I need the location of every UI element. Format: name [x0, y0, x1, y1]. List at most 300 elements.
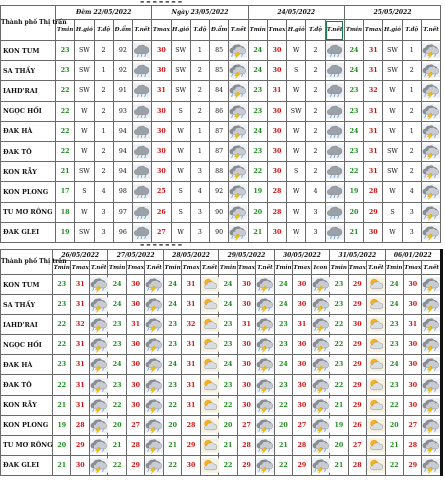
- cell-value[interactable]: 97: [113, 202, 132, 222]
- cell-value[interactable]: 20: [385, 415, 403, 435]
- weather-sun-icon[interactable]: [367, 335, 385, 355]
- cell-value[interactable]: SW: [383, 61, 402, 81]
- cell-value[interactable]: 30: [293, 275, 311, 295]
- cell-value[interactable]: 29: [348, 335, 366, 355]
- cell-value[interactable]: 31: [152, 81, 171, 101]
- city-name[interactable]: ĐAK GLEI: [1, 222, 56, 242]
- cell-value[interactable]: 19: [56, 222, 75, 242]
- city-name[interactable]: SA THẦY: [1, 295, 53, 315]
- weather-storm-icon[interactable]: [421, 81, 440, 101]
- cell-value[interactable]: 98: [113, 182, 132, 202]
- weather-storm-icon[interactable]: [421, 222, 440, 242]
- city-name[interactable]: TU MƠ RÔNG: [1, 202, 56, 222]
- cell-value[interactable]: 24: [385, 275, 403, 295]
- city-name[interactable]: KON PLONG: [1, 415, 53, 435]
- cell-value[interactable]: 24: [274, 355, 292, 375]
- weather-storm-icon[interactable]: [311, 395, 329, 415]
- weather-storm-icon[interactable]: [256, 355, 274, 375]
- cell-value[interactable]: W: [75, 101, 94, 121]
- cell-value[interactable]: 92: [113, 41, 132, 61]
- cell-value[interactable]: 2: [402, 162, 421, 182]
- cell-value[interactable]: 2: [190, 81, 209, 101]
- weather-storm-icon[interactable]: [229, 101, 248, 121]
- weather-sun-icon[interactable]: [200, 275, 218, 295]
- cell-value[interactable]: 23: [163, 335, 181, 355]
- weather-storm-icon[interactable]: [421, 162, 440, 182]
- cell-value[interactable]: 23: [385, 315, 403, 335]
- cell-value[interactable]: 22: [108, 395, 126, 415]
- cell-value[interactable]: 24: [108, 295, 126, 315]
- cell-value[interactable]: 3: [402, 202, 421, 222]
- cell-value[interactable]: 23: [56, 61, 75, 81]
- cell-value[interactable]: SW: [171, 61, 190, 81]
- cell-value[interactable]: 29: [348, 375, 366, 395]
- cell-value[interactable]: 22: [53, 335, 71, 355]
- cell-value[interactable]: 29: [182, 435, 200, 455]
- cell-value[interactable]: 4: [190, 182, 209, 202]
- weather-storm-icon[interactable]: [311, 275, 329, 295]
- cell-value[interactable]: 22: [274, 455, 292, 475]
- weather-storm-icon[interactable]: [229, 162, 248, 182]
- cell-value[interactable]: 30: [126, 275, 144, 295]
- weather-rain-icon[interactable]: [325, 141, 344, 161]
- cell-value[interactable]: 19: [330, 415, 348, 435]
- cell-value[interactable]: W: [383, 222, 402, 242]
- cell-value[interactable]: 32: [364, 81, 383, 101]
- city-name[interactable]: KON TUM: [1, 41, 56, 61]
- cell-value[interactable]: 19: [344, 182, 363, 202]
- cell-value[interactable]: 23: [163, 315, 181, 335]
- cell-value[interactable]: 2: [306, 101, 325, 121]
- cell-value[interactable]: 30: [152, 61, 171, 81]
- weather-storm-icon[interactable]: [422, 375, 440, 395]
- cell-value[interactable]: 30: [237, 355, 255, 375]
- cell-value[interactable]: 30: [237, 375, 255, 395]
- cell-value[interactable]: 22: [219, 395, 237, 415]
- cell-value[interactable]: 29: [348, 275, 366, 295]
- cell-value[interactable]: 2: [94, 81, 113, 101]
- cell-value[interactable]: W: [75, 121, 94, 141]
- cell-value[interactable]: W: [171, 121, 190, 141]
- cell-value[interactable]: 24: [163, 355, 181, 375]
- weather-storm-icon[interactable]: [256, 435, 274, 455]
- weather-rain-icon[interactable]: [133, 81, 152, 101]
- cell-value[interactable]: 22: [163, 395, 181, 415]
- cell-value[interactable]: 24: [274, 295, 292, 315]
- weather-rain-icon[interactable]: [325, 182, 344, 202]
- weather-storm-icon[interactable]: [421, 61, 440, 81]
- cell-value[interactable]: 85: [210, 61, 229, 81]
- weather-storm-icon[interactable]: [311, 295, 329, 315]
- cell-value[interactable]: 24: [248, 41, 267, 61]
- cell-value[interactable]: 23: [56, 41, 75, 61]
- cell-value[interactable]: 31: [182, 355, 200, 375]
- cell-value[interactable]: 27: [237, 415, 255, 435]
- cell-value[interactable]: 23: [344, 101, 363, 121]
- weather-rain-icon[interactable]: [325, 202, 344, 222]
- cell-value[interactable]: 3: [190, 222, 209, 242]
- cell-value[interactable]: 30: [152, 141, 171, 161]
- weather-storm-icon[interactable]: [89, 275, 107, 295]
- weather-storm-icon[interactable]: [89, 335, 107, 355]
- weather-storm-icon[interactable]: [422, 335, 440, 355]
- weather-storm-icon[interactable]: [145, 355, 163, 375]
- cell-value[interactable]: 28: [71, 415, 89, 435]
- cell-value[interactable]: 2: [306, 61, 325, 81]
- cell-value[interactable]: 21: [56, 162, 75, 182]
- cell-value[interactable]: 2: [402, 101, 421, 121]
- cell-value[interactable]: 28: [126, 435, 144, 455]
- cell-value[interactable]: 2: [190, 101, 209, 121]
- cell-value[interactable]: S: [171, 202, 190, 222]
- weather-storm-icon[interactable]: [229, 61, 248, 81]
- cell-value[interactable]: 30: [348, 315, 366, 335]
- city-name[interactable]: NGỌC HỒI: [1, 335, 53, 355]
- weather-sun-icon[interactable]: [200, 435, 218, 455]
- weather-rain-icon[interactable]: [325, 162, 344, 182]
- cell-value[interactable]: 22: [330, 375, 348, 395]
- weather-rain-icon[interactable]: [133, 222, 152, 242]
- weather-storm-icon[interactable]: [421, 101, 440, 121]
- cell-value[interactable]: W: [171, 222, 190, 242]
- cell-value[interactable]: 96: [113, 222, 132, 242]
- cell-value[interactable]: 2: [190, 61, 209, 81]
- cell-value[interactable]: 23: [219, 375, 237, 395]
- cell-value[interactable]: 31: [71, 295, 89, 315]
- cell-value[interactable]: 26: [348, 415, 366, 435]
- cell-value[interactable]: 21: [344, 222, 363, 242]
- weather-storm-icon[interactable]: [145, 295, 163, 315]
- cell-value[interactable]: 1: [190, 121, 209, 141]
- cell-value[interactable]: 24: [344, 41, 363, 61]
- cell-value[interactable]: 30: [293, 395, 311, 415]
- cell-value[interactable]: 29: [293, 455, 311, 475]
- cell-value[interactable]: 92: [210, 182, 229, 202]
- cell-value[interactable]: 2: [306, 141, 325, 161]
- cell-value[interactable]: 3: [94, 222, 113, 242]
- cell-value[interactable]: 2: [94, 101, 113, 121]
- weather-storm-icon[interactable]: [422, 355, 440, 375]
- cell-value[interactable]: S: [287, 162, 306, 182]
- cell-value[interactable]: 31: [182, 295, 200, 315]
- cell-value[interactable]: 31: [364, 101, 383, 121]
- cell-value[interactable]: 31: [267, 81, 286, 101]
- cell-value[interactable]: 20: [219, 415, 237, 435]
- cell-value[interactable]: 31: [293, 315, 311, 335]
- cell-value[interactable]: 30: [237, 275, 255, 295]
- cell-value[interactable]: 2: [306, 41, 325, 61]
- cell-value[interactable]: 3: [306, 222, 325, 242]
- cell-value[interactable]: W: [383, 182, 402, 202]
- cell-value[interactable]: 30: [267, 101, 286, 121]
- cell-value[interactable]: 24: [248, 121, 267, 141]
- cell-value[interactable]: 30: [152, 121, 171, 141]
- cell-value[interactable]: S: [287, 61, 306, 81]
- weather-rain-icon[interactable]: [325, 121, 344, 141]
- cell-value[interactable]: SW: [171, 81, 190, 101]
- cell-value[interactable]: 21: [248, 222, 267, 242]
- weather-storm-icon[interactable]: [422, 295, 440, 315]
- cell-value[interactable]: 87: [210, 141, 229, 161]
- cell-value[interactable]: W: [75, 202, 94, 222]
- cell-value[interactable]: SW: [75, 61, 94, 81]
- city-name[interactable]: KON RẪY: [1, 395, 53, 415]
- cell-value[interactable]: 23: [108, 335, 126, 355]
- weather-storm-icon[interactable]: [421, 121, 440, 141]
- weather-storm-icon[interactable]: [422, 315, 440, 335]
- weather-storm-icon[interactable]: [89, 375, 107, 395]
- weather-storm-icon[interactable]: [145, 395, 163, 415]
- weather-sun-icon[interactable]: [367, 395, 385, 415]
- cell-value[interactable]: W: [171, 141, 190, 161]
- cell-value[interactable]: 23: [274, 335, 292, 355]
- cell-value[interactable]: 30: [267, 61, 286, 81]
- weather-storm-icon[interactable]: [89, 355, 107, 375]
- weather-sun-icon[interactable]: [367, 275, 385, 295]
- cell-value[interactable]: 27: [348, 435, 366, 455]
- cell-value[interactable]: 28: [404, 435, 422, 455]
- cell-value[interactable]: 2: [94, 41, 113, 61]
- city-name[interactable]: KON PLONG: [1, 182, 56, 202]
- cell-value[interactable]: 30: [182, 455, 200, 475]
- weather-storm-icon[interactable]: [145, 335, 163, 355]
- weather-storm-icon[interactable]: [422, 275, 440, 295]
- weather-storm-icon[interactable]: [421, 182, 440, 202]
- weather-rain-icon[interactable]: [133, 101, 152, 121]
- weather-storm-icon[interactable]: [145, 455, 163, 475]
- cell-value[interactable]: 22: [385, 455, 403, 475]
- cell-value[interactable]: 31: [71, 395, 89, 415]
- cell-value[interactable]: 30: [152, 41, 171, 61]
- cell-value[interactable]: 29: [126, 455, 144, 475]
- cell-value[interactable]: 85: [210, 41, 229, 61]
- cell-value[interactable]: SW: [383, 41, 402, 61]
- cell-value[interactable]: 30: [293, 335, 311, 355]
- weather-storm-icon[interactable]: [256, 415, 274, 435]
- cell-value[interactable]: 24: [274, 275, 292, 295]
- weather-storm-icon[interactable]: [311, 335, 329, 355]
- weather-storm-icon[interactable]: [145, 375, 163, 395]
- cell-value[interactable]: 23: [108, 375, 126, 395]
- cell-value[interactable]: 29: [348, 395, 366, 415]
- cell-value[interactable]: 22: [330, 335, 348, 355]
- cell-value[interactable]: S: [383, 202, 402, 222]
- cell-value[interactable]: 2: [306, 81, 325, 101]
- weather-storm-icon[interactable]: [422, 415, 440, 435]
- cell-value[interactable]: S: [171, 101, 190, 121]
- cell-value[interactable]: 17: [56, 182, 75, 202]
- cell-value[interactable]: 30: [364, 222, 383, 242]
- cell-value[interactable]: 21: [108, 435, 126, 455]
- weather-storm-icon[interactable]: [311, 315, 329, 335]
- cell-value[interactable]: W: [287, 41, 306, 61]
- weather-rain-icon[interactable]: [325, 222, 344, 242]
- cell-value[interactable]: 23: [385, 375, 403, 395]
- weather-storm-icon[interactable]: [311, 375, 329, 395]
- cell-value[interactable]: 3: [190, 202, 209, 222]
- weather-storm-icon[interactable]: [145, 275, 163, 295]
- cell-value[interactable]: 22: [330, 315, 348, 335]
- cell-value[interactable]: 30: [404, 335, 422, 355]
- cell-value[interactable]: 30: [267, 162, 286, 182]
- cell-value[interactable]: 23: [219, 315, 237, 335]
- cell-value[interactable]: 23: [163, 375, 181, 395]
- weather-sun-icon[interactable]: [367, 355, 385, 375]
- cell-value[interactable]: 3: [94, 202, 113, 222]
- cell-value[interactable]: 90: [210, 222, 229, 242]
- cell-value[interactable]: 84: [210, 81, 229, 101]
- cell-value[interactable]: 23: [330, 275, 348, 295]
- cell-value[interactable]: 24: [385, 295, 403, 315]
- city-name[interactable]: KON TUM: [1, 275, 53, 295]
- cell-value[interactable]: W: [287, 81, 306, 101]
- cell-value[interactable]: W: [287, 182, 306, 202]
- weather-storm-icon[interactable]: [145, 435, 163, 455]
- cell-value[interactable]: 21: [163, 435, 181, 455]
- cell-value[interactable]: 1: [402, 121, 421, 141]
- cell-value[interactable]: 22: [53, 315, 71, 335]
- cell-value[interactable]: 24: [248, 61, 267, 81]
- weather-storm-icon[interactable]: [422, 455, 440, 475]
- cell-value[interactable]: 2: [402, 61, 421, 81]
- cell-value[interactable]: W: [171, 162, 190, 182]
- cell-value[interactable]: 92: [113, 61, 132, 81]
- cell-value[interactable]: SW: [287, 101, 306, 121]
- cell-value[interactable]: 22: [274, 395, 292, 415]
- cell-value[interactable]: 18: [56, 202, 75, 222]
- cell-value[interactable]: 24: [385, 355, 403, 375]
- weather-rain-icon[interactable]: [133, 121, 152, 141]
- cell-value[interactable]: 86: [210, 101, 229, 121]
- weather-storm-icon[interactable]: [229, 41, 248, 61]
- weather-storm-icon[interactable]: [422, 435, 440, 455]
- cell-value[interactable]: 22: [53, 375, 71, 395]
- weather-sun-icon[interactable]: [200, 395, 218, 415]
- weather-sun-icon[interactable]: [200, 315, 218, 335]
- cell-value[interactable]: W: [287, 202, 306, 222]
- weather-rain-icon[interactable]: [325, 81, 344, 101]
- weather-rain-icon[interactable]: [133, 61, 152, 81]
- cell-value[interactable]: W: [383, 81, 402, 101]
- cell-value[interactable]: 28: [267, 202, 286, 222]
- cell-value[interactable]: 90: [210, 202, 229, 222]
- cell-value[interactable]: W: [383, 121, 402, 141]
- cell-value[interactable]: 27: [152, 222, 171, 242]
- cell-value[interactable]: 21: [219, 435, 237, 455]
- cell-value[interactable]: 30: [126, 295, 144, 315]
- cell-value[interactable]: 31: [71, 375, 89, 395]
- cell-value[interactable]: 2: [306, 121, 325, 141]
- cell-value[interactable]: 24: [344, 61, 363, 81]
- cell-value[interactable]: 30: [126, 335, 144, 355]
- cell-value[interactable]: 21: [274, 435, 292, 455]
- cell-value[interactable]: SW: [75, 81, 94, 101]
- cell-value[interactable]: 87: [210, 121, 229, 141]
- city-name[interactable]: KON RẪY: [1, 162, 56, 182]
- cell-value[interactable]: 31: [182, 395, 200, 415]
- weather-storm-icon[interactable]: [256, 315, 274, 335]
- weather-sun-icon[interactable]: [367, 415, 385, 435]
- weather-sun-icon[interactable]: [200, 415, 218, 435]
- cell-value[interactable]: 1: [402, 81, 421, 101]
- cell-value[interactable]: S: [75, 182, 94, 202]
- weather-sun-icon[interactable]: [367, 315, 385, 335]
- cell-value[interactable]: 30: [152, 162, 171, 182]
- cell-value[interactable]: 22: [108, 455, 126, 475]
- cell-value[interactable]: 23: [274, 315, 292, 335]
- cell-value[interactable]: 22: [248, 162, 267, 182]
- cell-value[interactable]: 29: [237, 455, 255, 475]
- cell-value[interactable]: 28: [364, 182, 383, 202]
- cell-value[interactable]: 23: [53, 355, 71, 375]
- cell-value[interactable]: 31: [71, 275, 89, 295]
- cell-value[interactable]: 31: [182, 375, 200, 395]
- cell-value[interactable]: 23: [330, 295, 348, 315]
- cell-value[interactable]: 22: [56, 81, 75, 101]
- weather-storm-icon[interactable]: [145, 315, 163, 335]
- cell-value[interactable]: 24: [219, 355, 237, 375]
- cell-value[interactable]: 30: [404, 375, 422, 395]
- weather-storm-icon[interactable]: [145, 415, 163, 435]
- cell-value[interactable]: 1: [94, 61, 113, 81]
- cell-value[interactable]: 31: [364, 41, 383, 61]
- cell-value[interactable]: 21: [53, 455, 71, 475]
- cell-value[interactable]: 23: [108, 315, 126, 335]
- cell-value[interactable]: W: [383, 101, 402, 121]
- cell-value[interactable]: 27: [126, 415, 144, 435]
- cell-value[interactable]: 29: [364, 202, 383, 222]
- weather-rain-icon[interactable]: [133, 162, 152, 182]
- cell-value[interactable]: W: [287, 141, 306, 161]
- weather-storm-icon[interactable]: [256, 375, 274, 395]
- cell-value[interactable]: 30: [267, 222, 286, 242]
- cell-value[interactable]: 91: [113, 81, 132, 101]
- weather-sun-icon[interactable]: [200, 355, 218, 375]
- cell-value[interactable]: SW: [383, 162, 402, 182]
- cell-value[interactable]: 24: [108, 355, 126, 375]
- cell-value[interactable]: 25: [152, 182, 171, 202]
- cell-value[interactable]: 31: [126, 315, 144, 335]
- weather-storm-icon[interactable]: [311, 355, 329, 375]
- city-name[interactable]: SA THẦY: [1, 61, 56, 81]
- cell-value[interactable]: 24: [108, 275, 126, 295]
- city-name[interactable]: ĐAK TÔ: [1, 141, 56, 161]
- cell-value[interactable]: 24: [163, 275, 181, 295]
- cell-value[interactable]: 32: [182, 315, 200, 335]
- cell-value[interactable]: SW: [75, 41, 94, 61]
- cell-value[interactable]: 31: [364, 61, 383, 81]
- cell-value[interactable]: 29: [348, 355, 366, 375]
- cell-value[interactable]: 23: [274, 375, 292, 395]
- cell-value[interactable]: 31: [71, 355, 89, 375]
- cell-value[interactable]: 30: [237, 335, 255, 355]
- cell-value[interactable]: 22: [385, 395, 403, 415]
- cell-value[interactable]: 26: [152, 202, 171, 222]
- weather-sun-icon[interactable]: [200, 295, 218, 315]
- city-name[interactable]: ĐAK GLEI: [1, 455, 53, 475]
- cell-value[interactable]: 27: [404, 415, 422, 435]
- cell-value[interactable]: 27: [293, 415, 311, 435]
- cell-value[interactable]: 21: [330, 455, 348, 475]
- cell-value[interactable]: 31: [182, 275, 200, 295]
- cell-value[interactable]: 30: [237, 395, 255, 415]
- cell-value[interactable]: 30: [126, 355, 144, 375]
- cell-value[interactable]: 31: [364, 162, 383, 182]
- cell-value[interactable]: 30: [293, 375, 311, 395]
- weather-storm-icon[interactable]: [421, 41, 440, 61]
- cell-value[interactable]: 20: [248, 202, 267, 222]
- city-name[interactable]: NGỌC HỒI: [1, 101, 56, 121]
